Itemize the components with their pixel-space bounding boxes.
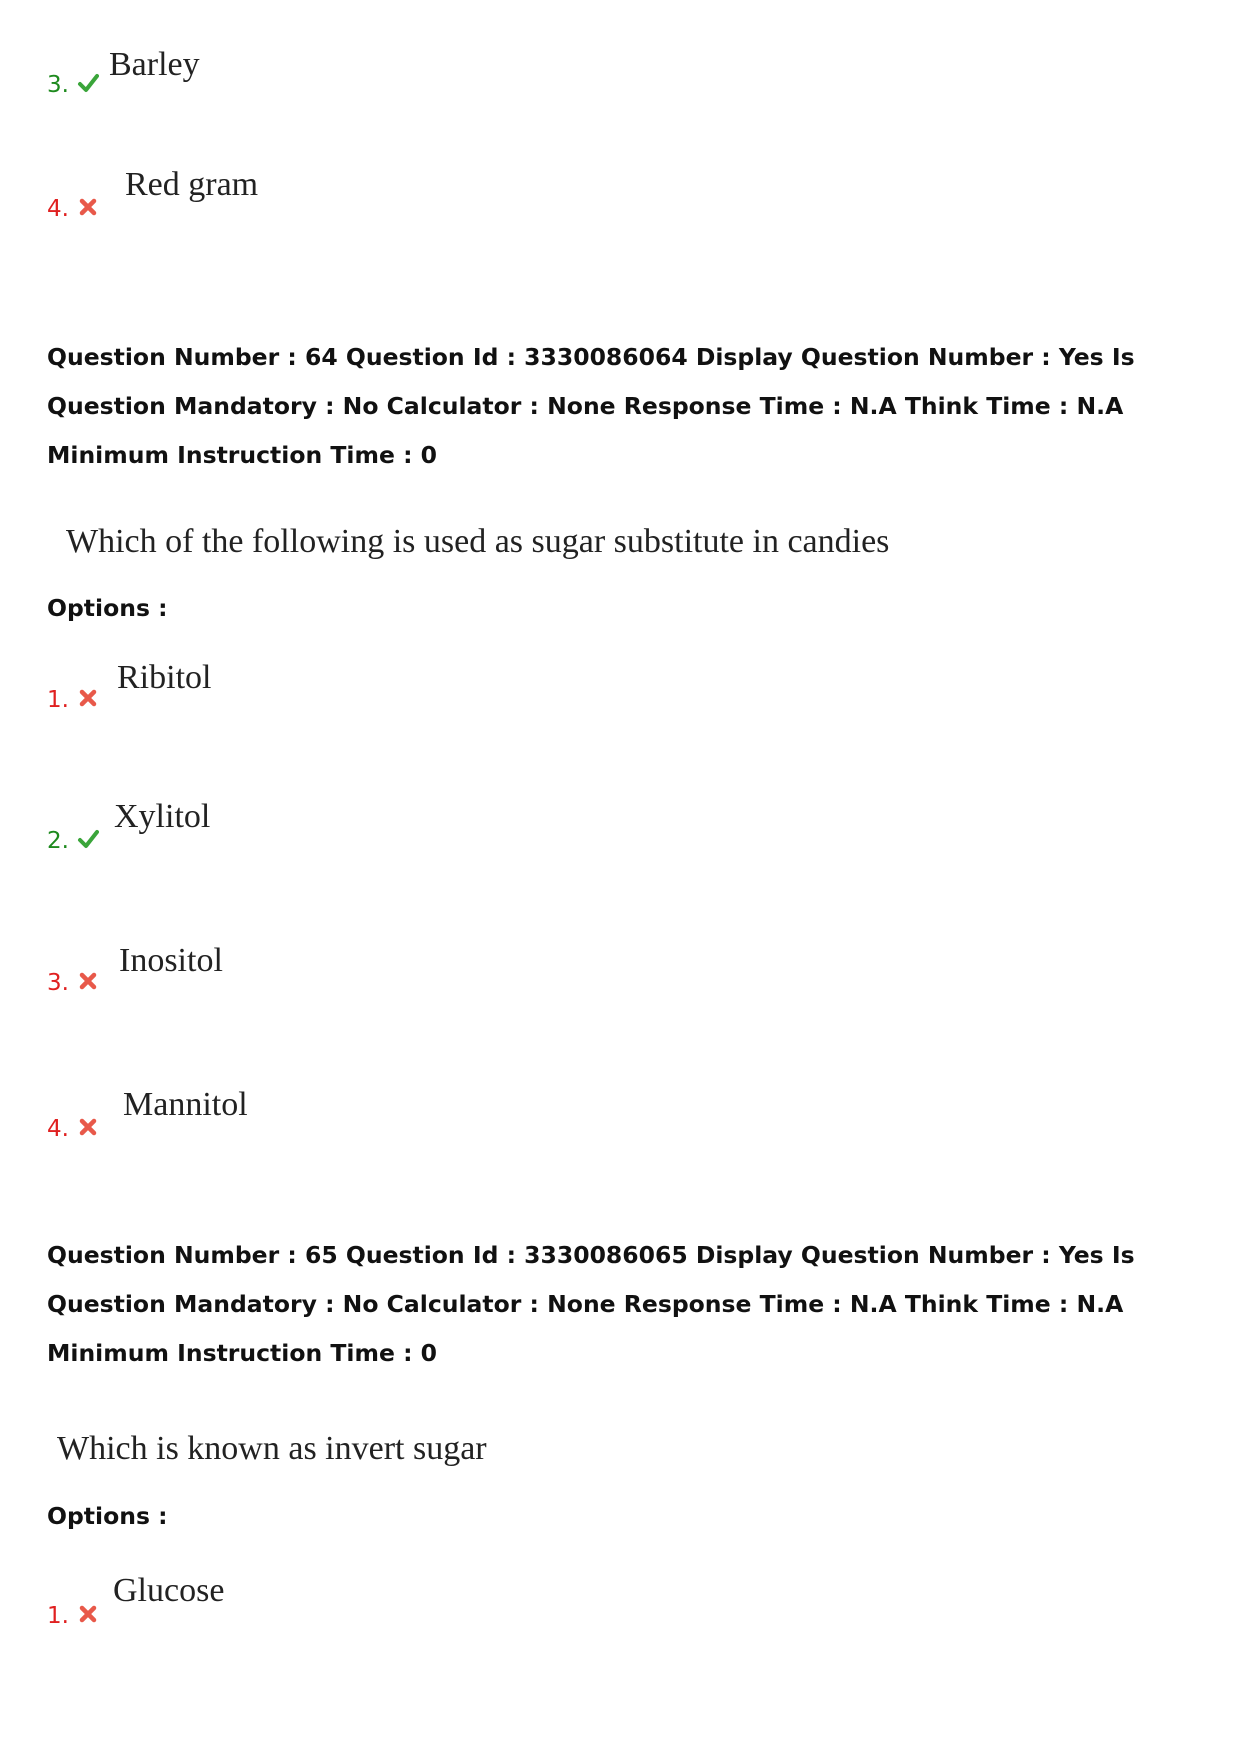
- cross-icon: [77, 1603, 99, 1625]
- cross-icon: [77, 1116, 99, 1138]
- option-number: 3.: [47, 970, 69, 996]
- option-text: Ribitol: [117, 659, 212, 696]
- cross-icon: [77, 196, 99, 218]
- options-label: Options :: [47, 1502, 168, 1530]
- option-number: 1.: [47, 1603, 69, 1629]
- cross-icon: [77, 687, 99, 709]
- option-number: 2.: [47, 828, 69, 854]
- cross-icon: [77, 970, 99, 992]
- option-number: 4.: [47, 196, 69, 222]
- option-text: Red gram: [125, 166, 259, 203]
- question-text: Which of the following is used as sugar substitute in candies: [66, 523, 890, 560]
- question-meta: Question Number : 65 Question Id : 3330086065 Display Question Number : Yes Is Question Mandatory : No Calculator : None Response Time : N.A Think Time : N.A Minimum Instruction Time : 0: [47, 1241, 1135, 1367]
- check-icon: [77, 72, 99, 94]
- option-text: Barley: [109, 46, 200, 83]
- question-text: Which is known as invert sugar: [57, 1430, 487, 1467]
- option-text: Xylitol: [114, 798, 211, 835]
- option-number: 4.: [47, 1116, 69, 1142]
- option-text: Mannitol: [123, 1086, 248, 1123]
- option-number: 1.: [47, 687, 69, 713]
- check-icon: [77, 828, 99, 850]
- option-text: Inositol: [119, 942, 223, 979]
- option-text: Glucose: [113, 1572, 225, 1609]
- question-meta: Question Number : 64 Question Id : 3330086064 Display Question Number : Yes Is Question Mandatory : No Calculator : None Response Time : N.A Think Time : N.A Minimum Instruction Time : 0: [47, 343, 1135, 469]
- option-number: 3.: [47, 72, 69, 98]
- options-label: Options :: [47, 594, 168, 622]
